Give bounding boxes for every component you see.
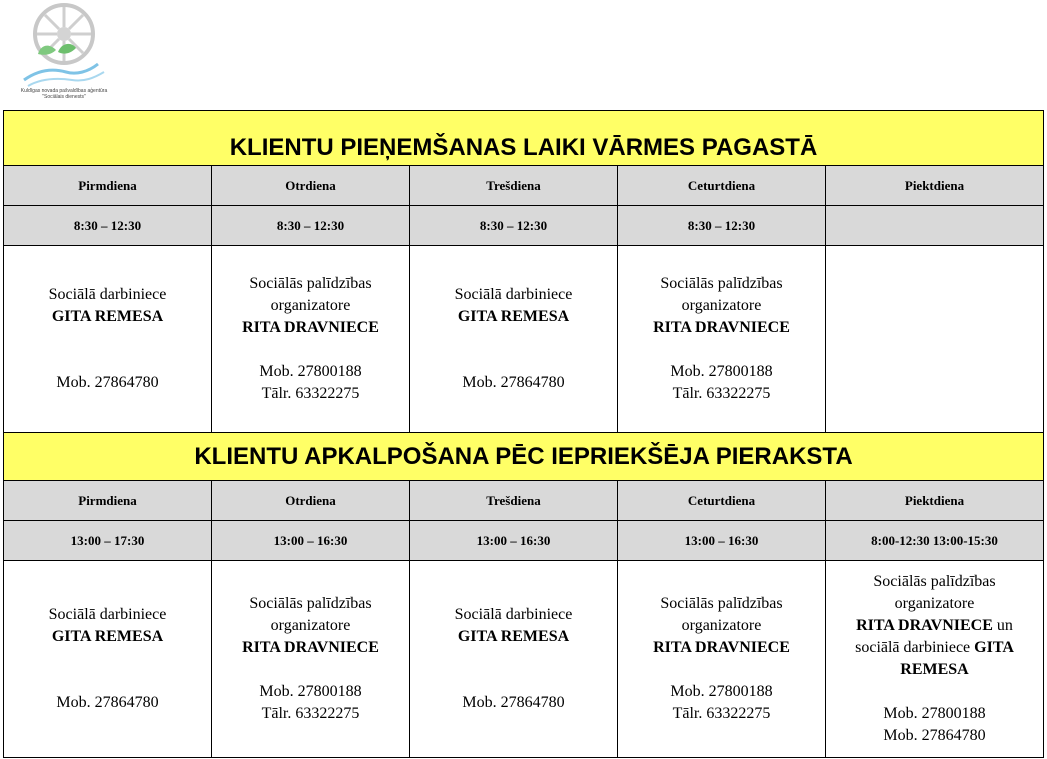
- staff-mobile: Mob. 27864780: [462, 694, 565, 711]
- staff-name: GITA REMESA: [457, 308, 570, 325]
- section1-day-thu: Ceturtdiena: [618, 166, 826, 206]
- section2-time-thu: 13:00 – 16:30: [618, 521, 826, 561]
- staff-role-line1: Sociālās palīdzības: [873, 573, 996, 590]
- staff-role-line3: [826, 637, 1043, 659]
- section2-day-fri: Piektdiena: [826, 481, 1044, 521]
- staff-role: Sociālā darbiniece: [454, 606, 573, 623]
- section2-banner-row: [4, 433, 1044, 481]
- staff-role-line1: Sociālās palīdzības: [660, 595, 783, 612]
- section2-staff-tue: [212, 561, 410, 758]
- staff-mobile: Mob. 27864780: [462, 374, 565, 391]
- logo: [18, 2, 110, 107]
- staff-role-line1: Sociālās palīdzības: [660, 275, 783, 292]
- staff-role-line1: Sociālās palīdzības: [249, 595, 372, 612]
- staff-name: RITA DRAVNIECE: [653, 319, 790, 336]
- section1-day-mon: Pirmdiena: [4, 166, 212, 206]
- section2-time-fri: 8:00-12:30 13:00-15:30: [826, 521, 1044, 561]
- staff-role: Sociālā darbiniece: [48, 606, 167, 623]
- section1-time-thu: 8:30 – 12:30: [618, 206, 826, 246]
- section2-title: KLIENTU APKALPOŠANA PĒC IEPRIEKŠĒJA PIERAKSTA: [4, 433, 1044, 481]
- staff-role-3: sociālā darbiniece: [855, 639, 971, 656]
- section2-time-mon: 13:00 – 17:30: [4, 521, 212, 561]
- staff-mobile: Mob. 27800188: [670, 363, 773, 380]
- staff-name-1: RITA DRAVNIECE: [856, 617, 993, 634]
- section2-day-thu: Ceturtdiena: [618, 481, 826, 521]
- staff-name-2-last: REMESA: [900, 661, 969, 678]
- section1-banner-row: [4, 111, 1044, 166]
- staff-phone: Tālr. 63322275: [261, 705, 360, 722]
- section1-time-row: [4, 206, 1044, 246]
- staff-mobile: Mob. 27800188: [259, 683, 362, 700]
- section1-time-mon: 8:30 – 12:30: [4, 206, 212, 246]
- section2-day-tue: Otrdiena: [212, 481, 410, 521]
- section1-time-fri: [826, 206, 1044, 246]
- section2-staff-fri: [826, 561, 1044, 758]
- section1-staff-row: [4, 246, 1044, 433]
- section1-day-fri: Piektdiena: [826, 166, 1044, 206]
- section2-staff-mon: [4, 561, 212, 758]
- staff-mobile: Mob. 27800188: [259, 363, 362, 380]
- section1-day-wed: Trešdiena: [410, 166, 618, 206]
- staff-name-2-first: GITA: [974, 639, 1014, 656]
- section1-day-tue: Otrdiena: [212, 166, 410, 206]
- section1-title: KLIENTU PIEŅEMŠANAS LAIKI VĀRMES PAGASTĀ: [4, 111, 1044, 166]
- staff-role-line2: organizatore: [270, 617, 351, 634]
- staff-role-line2: organizatore: [894, 595, 975, 612]
- staff-mobile: Mob. 27864780: [56, 374, 159, 391]
- section1-time-tue: 8:30 – 12:30: [212, 206, 410, 246]
- logo-emblem-icon: [18, 2, 110, 88]
- staff-name: RITA DRAVNIECE: [242, 319, 379, 336]
- staff-name: GITA REMESA: [51, 628, 164, 645]
- staff-role-line2: organizatore: [681, 617, 762, 634]
- staff-mobile-1: Mob. 27800188: [883, 705, 986, 722]
- staff-phone: Tālr. 63322275: [672, 705, 771, 722]
- section1-staff-mon: [4, 246, 212, 433]
- section2-staff-row: [4, 561, 1044, 758]
- joiner-text: un: [996, 617, 1013, 634]
- staff-role-line2: organizatore: [270, 297, 351, 314]
- staff-role-line1: Sociālās palīdzības: [249, 275, 372, 292]
- staff-name: GITA REMESA: [51, 308, 164, 325]
- section2-day-mon: Pirmdiena: [4, 481, 212, 521]
- section1-staff-thu: [618, 246, 826, 433]
- section1-staff-wed: [410, 246, 618, 433]
- schedule-table: [3, 110, 1044, 758]
- logo-caption: Kuldīgas novada pašvaldības aģentūra "Sociālais dienests": [20, 88, 108, 100]
- section2-time-row: [4, 521, 1044, 561]
- section2-staff-wed: [410, 561, 618, 758]
- staff-role: Sociālā darbiniece: [454, 286, 573, 303]
- staff-names-line: [826, 615, 1043, 637]
- section1-staff-tue: [212, 246, 410, 433]
- section1-day-row: [4, 166, 1044, 206]
- staff-mobile: Mob. 27864780: [56, 694, 159, 711]
- staff-phone: Tālr. 63322275: [261, 385, 360, 402]
- staff-role: Sociālā darbiniece: [48, 286, 167, 303]
- staff-name: RITA DRAVNIECE: [242, 639, 379, 656]
- section2-day-wed: Trešdiena: [410, 481, 618, 521]
- section2-time-tue: 13:00 – 16:30: [212, 521, 410, 561]
- section1-time-wed: 8:30 – 12:30: [410, 206, 618, 246]
- staff-mobile-2: Mob. 27864780: [883, 727, 986, 744]
- section2-time-wed: 13:00 – 16:30: [410, 521, 618, 561]
- staff-phone: Tālr. 63322275: [672, 385, 771, 402]
- section2-day-row: [4, 481, 1044, 521]
- staff-name: RITA DRAVNIECE: [653, 639, 790, 656]
- section2-staff-thu: [618, 561, 826, 758]
- staff-role-line2: organizatore: [681, 297, 762, 314]
- section1-staff-fri: [826, 246, 1044, 433]
- staff-name: GITA REMESA: [457, 628, 570, 645]
- staff-mobile: Mob. 27800188: [670, 683, 773, 700]
